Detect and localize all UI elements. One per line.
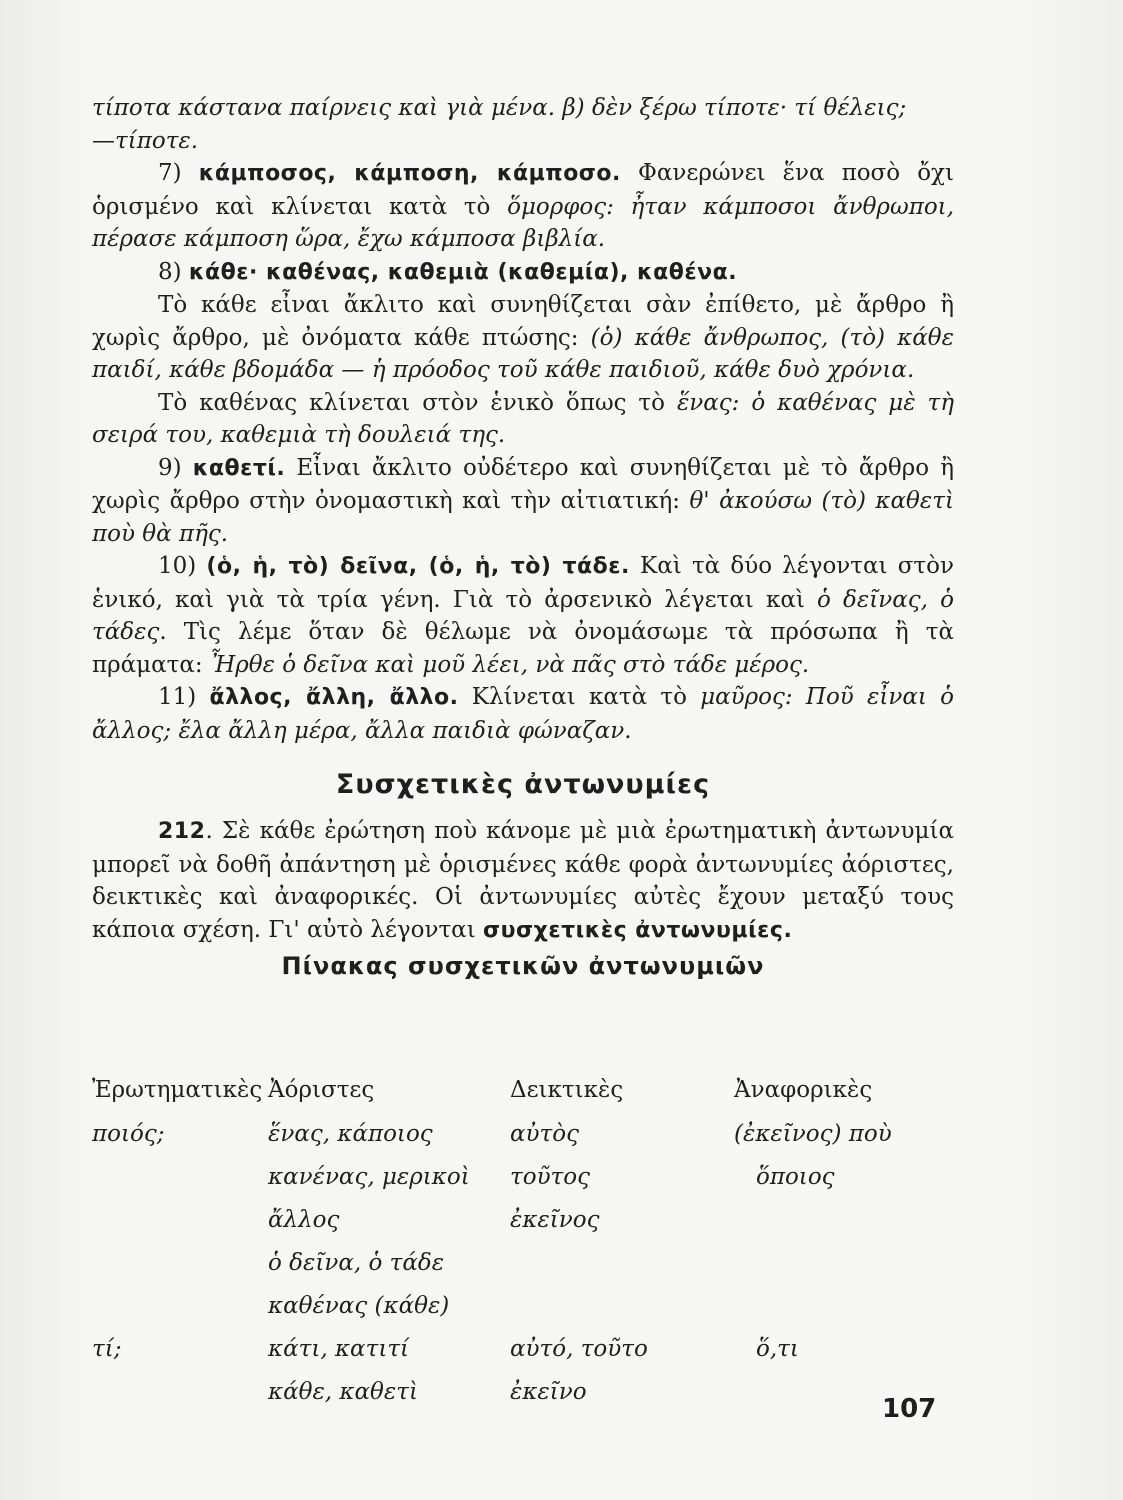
- item-example: θ' ἀκούσω (τὸ) καθετὶ ποὺ θὰ πῆς.: [92, 488, 954, 547]
- paragraph-8-body: [92, 289, 954, 387]
- table-cell: κάτι, κατιτί: [268, 1335, 410, 1362]
- item-heading: ἄλλος, ἄλλη, ἄλλο.: [209, 685, 459, 710]
- table-cell: [92, 1284, 268, 1327]
- paragraph-continuation: [92, 92, 954, 157]
- table-cell: ποιός;: [92, 1120, 165, 1147]
- paragraph-8-heading: [92, 256, 954, 290]
- page-number: 107: [882, 1394, 937, 1424]
- table-cell: ἐκεῖνος: [510, 1206, 600, 1233]
- item-example: ὁ δεῖνας, ὁ τάδες: [92, 586, 954, 645]
- table-cell: [510, 1241, 734, 1284]
- item-number: 7): [158, 160, 199, 186]
- item-text: Εἶναι ἄκλιτο οὐδέτερο καὶ συνηθίζεται μὲ τὸ ἄρθρο ἢ χωρὶς ἄρθρο στὴν ὀνομαστικὴ καὶ τὴν αἰτιατική:: [92, 454, 954, 514]
- table-cell: τί;: [92, 1335, 122, 1362]
- table-cell: [510, 1284, 734, 1327]
- table-cell: αὐτὸς: [510, 1120, 579, 1147]
- item-heading: (ὁ, ἡ, τὸ) δεῖνα, (ὁ, ἡ, τὸ) τάδε.: [206, 554, 630, 579]
- continuation-line-2: —τίποτε.: [92, 127, 199, 154]
- table-cell: [734, 1284, 954, 1327]
- table-cell: [92, 1155, 268, 1198]
- item-example-2: Ἦρθε ὁ δεῖνα καὶ μοῦ λέει, νὰ πᾶς στὸ τάδε μέρος.: [209, 651, 810, 678]
- table-row: [92, 1284, 954, 1327]
- section-number: 212: [158, 819, 206, 844]
- header-relative: Ἀναφορικὲς: [734, 1077, 873, 1103]
- term-bold: συσχετικὲς ἀντωνυμίες.: [483, 917, 793, 943]
- item-example: μαῦρος: Ποῦ εἶναι ὁ ἄλλος; ἔλα ἄλλη μέρα, ἄλλα παιδιὰ φώναζαν.: [92, 684, 954, 744]
- header-interrogative: Ἐρωτηματικὲς: [92, 1077, 263, 1103]
- header-demonstrative: Δεικτικὲς: [510, 1077, 624, 1103]
- table-title: Πίνακας συσχετικῶν ἀντωνυμιῶν: [281, 952, 765, 980]
- table-cell: [92, 1370, 268, 1413]
- item-heading: καθετί.: [192, 455, 286, 481]
- table-row: [92, 1155, 954, 1198]
- item-text-2: . Τὶς λέμε ὅταν δὲ θέλωμε νὰ ὀνομάσωμε τὰ πρόσωπα ἢ τὰ πράματα:: [92, 619, 954, 678]
- correlative-pronouns-table: [92, 1068, 954, 1413]
- table-cell: [92, 1198, 268, 1241]
- table-row: [92, 1198, 954, 1241]
- item-number: 9): [158, 454, 193, 481]
- item-heading: κάμποσος, κάμποση, κάμποσο.: [198, 161, 621, 186]
- paragraph-10: [92, 550, 954, 681]
- item-example: (ὁ) κάθε ἄνθρωπος, (τὸ) κάθε παιδί, κάθε βδομάδα — ἡ πρόοδος τοῦ κάθε παιδιοῦ, κάθε δυὸ χρόνια.: [92, 324, 954, 383]
- table-cell: [734, 1198, 954, 1241]
- table-cell: [734, 1241, 954, 1284]
- table-cell: ἐκεῖνο: [510, 1378, 587, 1405]
- item-text: Κλίνεται κατὰ τὸ: [458, 684, 701, 710]
- section-title: Συσχετικὲς ἀντωνυμίες: [335, 769, 711, 800]
- item-example: ὅμορφος: ἦταν κάμποσοι ἄνθρωποι, πέρασε κάμποση ὥρα, ἔχω κάμποσα βιβλία.: [92, 193, 955, 252]
- paragraph-7: [92, 157, 954, 256]
- table-row: [92, 1112, 954, 1155]
- table-cell: [92, 1241, 268, 1284]
- item-text: Τὸ καθένας κλίνεται στὸν ἑνικὸ ὅπως τὸ: [158, 389, 677, 416]
- paragraph-9: [92, 452, 954, 551]
- item-text: Φανερώνει ἕνα ποσὸ ὄχι ὁρισμένο καὶ κλίνεται κατὰ τὸ: [92, 160, 955, 220]
- paragraph-8-body-2: [92, 387, 954, 452]
- table-cell: ὅποιος: [756, 1163, 835, 1190]
- table-row: [92, 1327, 954, 1370]
- item-number: 10): [158, 553, 207, 579]
- item-number: 11): [158, 684, 210, 710]
- item-heading: κάθε· καθένας, καθεμιὰ (καθεμία), καθένα.: [188, 259, 738, 285]
- header-indefinite: Ἀόριστες: [268, 1077, 375, 1103]
- body-text: [92, 92, 954, 987]
- table-cell: ὅ,τι: [756, 1335, 799, 1362]
- item-text: Τὸ κάθε εἶναι ἄκλιτο καὶ συνηθίζεται σὰν ἐπίθετο, μὲ ἄρθρο ἢ χωρὶς ἄρθρο, μὲ ὀνόματα κάθε πτώσης:: [92, 292, 954, 351]
- table-row: [92, 1241, 954, 1284]
- table-cell: (ἐκεῖνος) ποὺ: [734, 1120, 892, 1147]
- table-header-row: [92, 1068, 954, 1112]
- table-cell: ἄλλος: [268, 1206, 340, 1233]
- table-cell: αὐτό, τοῦτο: [510, 1335, 648, 1362]
- item-text: Καὶ τὰ δύο λέγονται στὸν ἑνικό, καὶ γιὰ τὰ τρία γένη. Γιὰ τὸ ἀρσενικὸ λέγεται καὶ: [92, 553, 954, 613]
- paragraph-212: [92, 815, 954, 947]
- item-number: 8): [158, 258, 189, 285]
- table-cell: ὁ δεῖνα, ὁ τάδε: [268, 1249, 445, 1276]
- table-row: [92, 1370, 954, 1413]
- table-cell: κάθε, καθετὶ: [268, 1378, 418, 1405]
- table-cell: κανένας, μερικοὶ: [268, 1163, 470, 1190]
- table-cell: τοῦτος: [510, 1163, 591, 1190]
- continuation-line: τίποτα κάστανα παίρνεις καὶ γιὰ μένα. β) δὲν ξέρω τίποτε· τί θέλεις;: [92, 95, 907, 121]
- item-example: ἕνας: ὁ καθένας μὲ τὴ σειρά του, καθεμιὰ τὴ δουλειά της.: [92, 389, 955, 448]
- paragraph-text: . Σὲ κάθε ἐρώτηση ποὺ κάνομε μὲ μιὰ ἐρωτηματικὴ ἀντωνυμία μπορεῖ νὰ δοθῆ ἀπάντηση μὲ ὁρισμένες κάθε φορὰ ἀντωνυμίες ἀόριστες, δεικτικὲς καὶ ἀναφορικές. Οἱ ἀντωνυμίες αὐτὲς ἔχουν μεταξύ τους κάποια σχέση. Γι' αὐτὸ λέγονται: [92, 818, 954, 943]
- table-cell: καθένας (κάθε): [268, 1292, 450, 1319]
- paragraph-11: [92, 681, 954, 747]
- table-cell: ἕνας, κάποιος: [268, 1120, 433, 1147]
